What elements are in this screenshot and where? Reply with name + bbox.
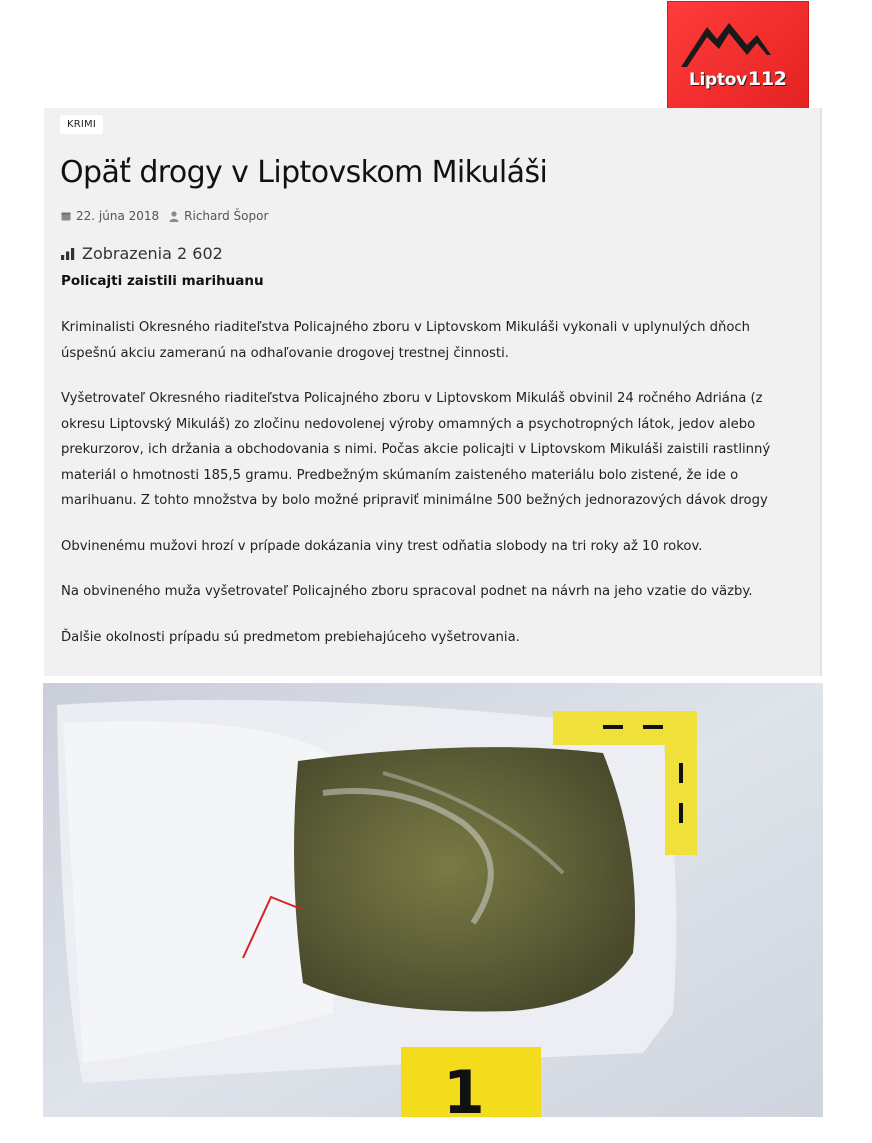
article-card: [44, 108, 822, 676]
article-paragraph: Vyšetrovateľ Okresného riaditeľstva Policajného zboru v Liptovskom Mikuláš obvinil 24 ročného Adriána (z okresu Liptovský Mikuláš) zo zločinu nedovolenej výroby omamných a psychotropných látok, jedov alebo prekurzorov, ich držania a obchodovania s nimi. Počas akcie policajti v Liptovskom Mikuláši zaistili rastlinný materiál o hmotnosti 185,5 gramu. Predbežným skúmaním zaisteného materiálu bolo zistené, že ide o marihuanu. Z tohto množstva by bolo možné pripraviť minimálne 500 bežných jednorazových dávok drogy: [61, 391, 771, 508]
user-icon: [169, 211, 179, 222]
calendar-icon: [61, 211, 71, 221]
bar-chart-icon: [61, 248, 75, 260]
article-paragraph: Kriminalisti Okresného riaditeľstva Policajného zboru v Liptovskom Mikuláši vykonali v uplynulých dňoch úspešnú akciu zameranú na odhaľovanie drogovej trestnej činnosti.: [61, 320, 751, 361]
article-body: [61, 315, 806, 670]
category-badge[interactable]: KRIMI: [60, 115, 103, 134]
views-label: Zobrazenia 2 602: [82, 244, 223, 263]
page-title: Opäť drogy v Liptovskom Mikuláši: [60, 155, 548, 190]
article-paragraph: Na obvineného muža vyšetrovateľ Policajného zboru spracoval podnet na návrh na jeho vzatie do väzby.: [61, 584, 753, 599]
logo-text: Liptov112: [689, 68, 787, 90]
article-author[interactable]: Richard Šopor: [184, 209, 269, 223]
evidence-marker: 1: [443, 1058, 485, 1117]
article-lead: Policajti zaistili marihuanu: [61, 273, 264, 289]
article-date[interactable]: 22. júna 2018: [76, 209, 160, 223]
article-photo: [43, 683, 823, 1117]
article-paragraph: Obvinenému mužovi hrozí v prípade dokázania viny trest odňatia slobody na tri roky až 10 rokov.: [61, 538, 703, 554]
views-count: [61, 244, 223, 263]
article-paragraph: Ďalšie okolnosti prípadu sú predmetom prebiehajúceho vyšetrovania.: [61, 629, 520, 645]
article-meta: [61, 209, 268, 223]
evidence-photo: [43, 683, 823, 1117]
